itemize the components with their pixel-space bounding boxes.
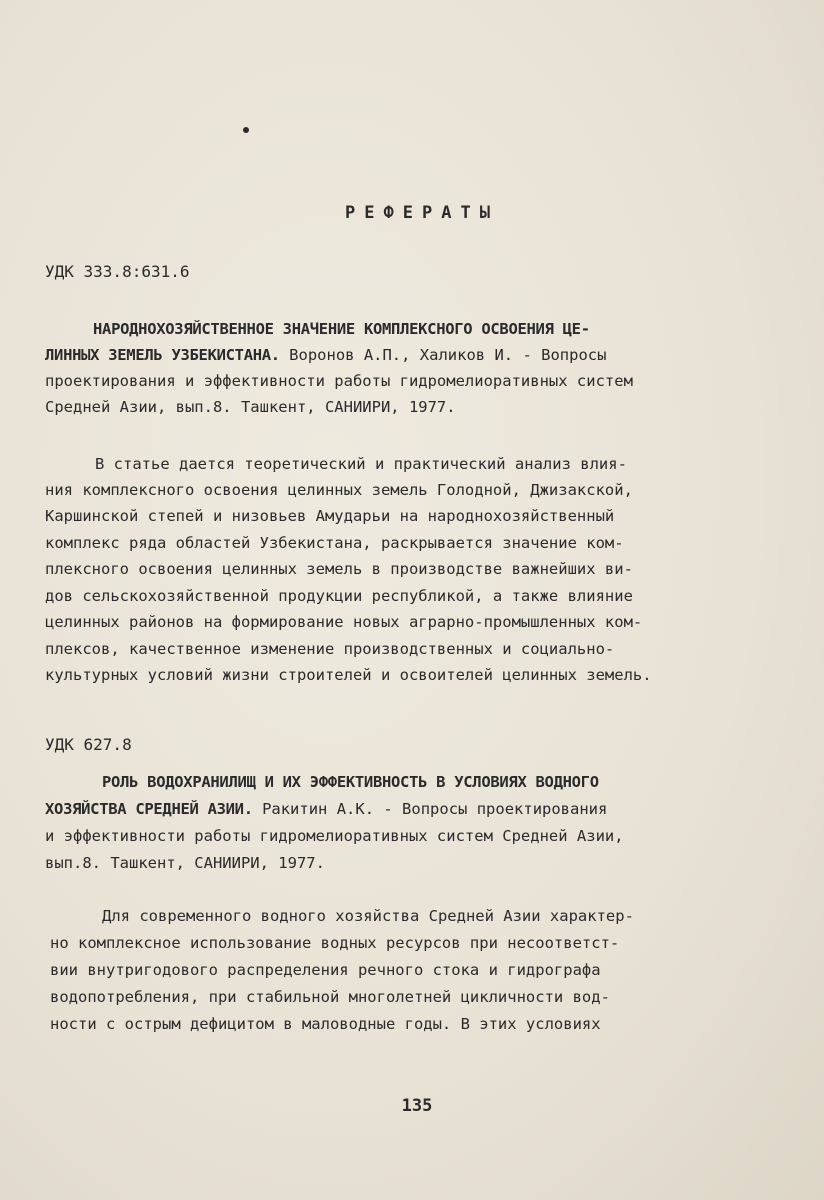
body-line: ния комплексного освоения целинных земель Голодной, Джизакской,	[45, 481, 633, 499]
body-line: Для современного водного хозяйства Средней Азии характер-	[102, 907, 634, 925]
body-line: плексов, качественное изменение производственных и социально-	[45, 640, 615, 658]
body-line: культурных условий жизни строителей и освоителей целинных земель.	[45, 666, 652, 684]
udk-code: УДК 627.8	[45, 735, 132, 754]
body-line: плексного освоения целинных земель в производстве важнейших ви-	[45, 560, 633, 578]
citation-line	[93, 319, 693, 339]
citation-line	[45, 799, 607, 819]
body-line: Каршинской степей и низовьев Амударьи на народнохозяйственный	[45, 507, 615, 525]
citation-title: ХОЗЯЙСТВА СРЕДНЕЙ АЗИИ.	[45, 800, 253, 818]
body-line: дов сельскохозяйственной продукции республикой, а также влияние	[45, 587, 633, 605]
udk-code: УДК 333.8:631.6	[45, 262, 190, 281]
citation-line	[45, 345, 606, 365]
body-line: целинных районов на формирование новых аграрно-промышленных ком-	[45, 613, 643, 631]
citation-line	[45, 853, 325, 873]
citation-text: Средней Азии, вып.8. Ташкент, САНИИРИ, 1977.	[45, 398, 456, 416]
citation-title: НАРОДНОХОЗЯЙСТВЕННОЕ ЗНАЧЕНИЕ КОМПЛЕКСНОГО ОСВОЕНИЯ ЦЕ-	[93, 320, 590, 338]
body-line: В статье дается теоретический и практический анализ влия-	[95, 455, 627, 473]
body-line: ности с острым дефицитом в маловодные годы. В этих условиях	[50, 1015, 601, 1033]
citation-line	[45, 371, 633, 391]
ink-dot	[243, 127, 249, 133]
citation-title: РОЛЬ ВОДОХРАНИЛИЩ И ИХ ЭФФЕКТИВНОСТЬ В УСЛОВИЯХ ВОДНОГО	[102, 773, 599, 791]
citation-line	[45, 397, 456, 417]
citation-line	[45, 826, 624, 846]
citation-title: ЛИННЫХ ЗЕМЕЛЬ УЗБЕКИСТАНА.	[45, 346, 280, 364]
citation-line	[102, 772, 599, 792]
page-number: 135	[401, 1096, 433, 1116]
body-line: вии внутригодового распределения речного стока и гидрографа	[50, 961, 601, 979]
citation-text: проектирования и эффективности работы гидромелиоративных систем	[45, 372, 633, 390]
body-line: но комплексное использование водных ресурсов при несоответст-	[50, 934, 620, 952]
citation-text: Воронов А.П., Халиков И. - Вопросы	[279, 346, 607, 364]
body-line: комплекс ряда областей Узбекистана, раскрывается значение ком-	[45, 534, 624, 552]
citation-text: Ракитин А.К. - Вопросы проектирования	[252, 800, 608, 818]
page-heading: РЕФЕРАТЫ	[345, 203, 499, 223]
body-line: водопотребления, при стабильной многолетней цикличности вод-	[50, 988, 610, 1006]
citation-text: и эффективности работы гидромелиоративных систем Средней Азии,	[45, 827, 624, 845]
citation-text: вып.8. Ташкент, САНИИРИ, 1977.	[45, 854, 325, 872]
